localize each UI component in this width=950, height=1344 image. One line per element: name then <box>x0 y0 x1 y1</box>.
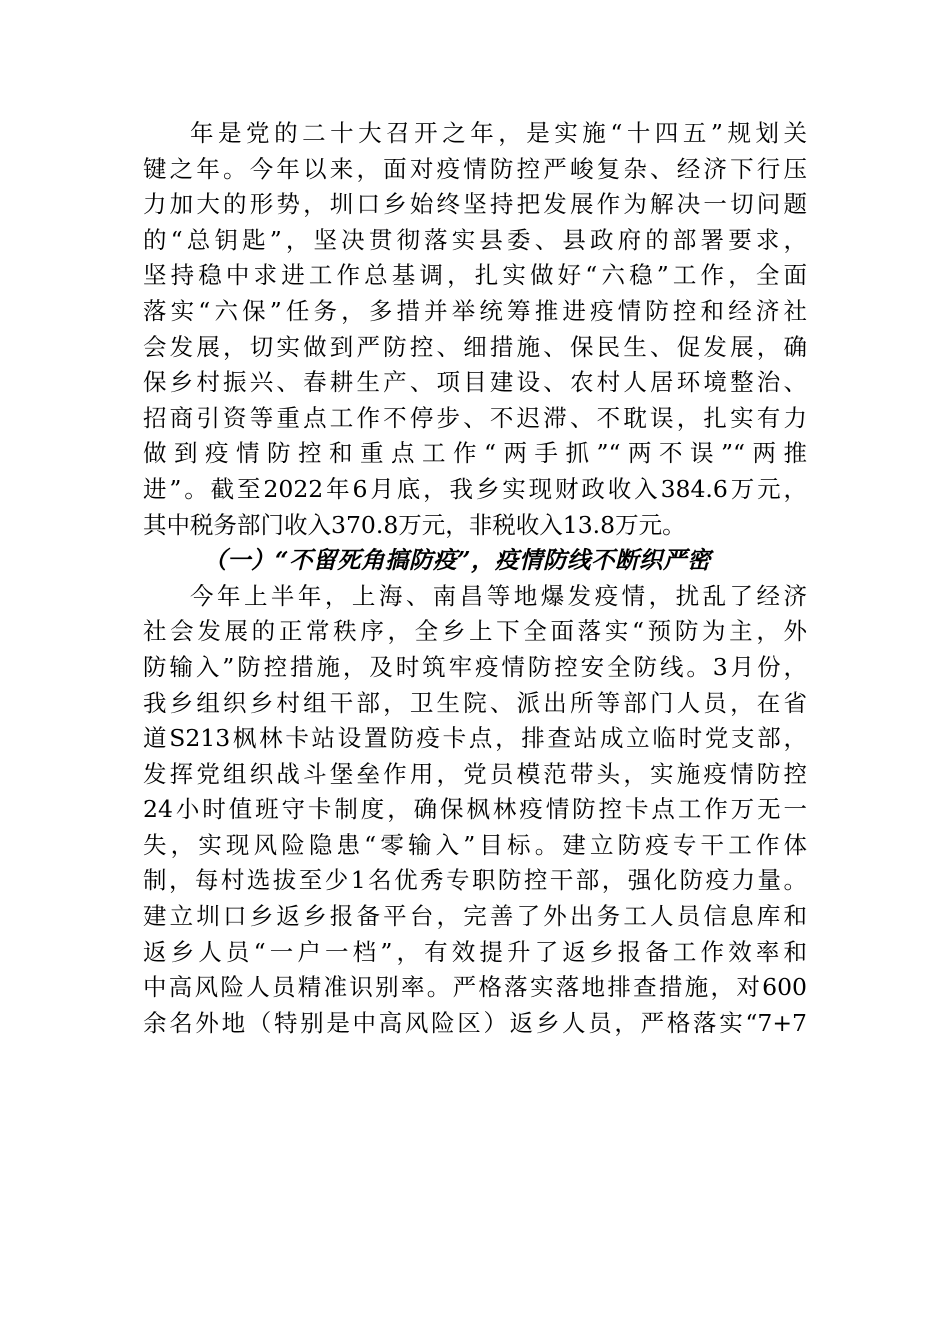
paragraph-line: 制，每村选拔至少1名优秀专职防控干部，强化防疫力量。 <box>143 866 807 895</box>
paragraph-line: 保乡村振兴、春耕生产、项目建设、农村人居环境整治、 <box>143 368 807 397</box>
paragraph-line: 进”。截至2022年6月底，我乡实现财政收入384.6万元， <box>143 474 807 503</box>
paragraph-line: 失，实现风险隐患“零输入”目标。建立防疫专干工作体 <box>143 830 807 859</box>
paragraph-line: 键之年。今年以来，面对疫情防控严峻复杂、经济下行压 <box>143 154 807 183</box>
document-body <box>143 116 807 1041</box>
paragraph-line: 发挥党组织战斗堡垒作用，党员模范带头，实施疫情防控 <box>143 759 807 788</box>
paragraph-line: 建立圳口乡返乡报备平台，完善了外出务工人员信息库和 <box>143 902 807 931</box>
paragraph-line: 道S213枫林卡站设置防疫卡点，排查站成立临时党支部， <box>143 724 807 753</box>
paragraph-1 <box>143 116 807 543</box>
paragraph-line: 会发展，切实做到严防控、细措施、保民生、促发展，确 <box>143 332 807 361</box>
paragraph-line: 返乡人员“一户一档”，有效提升了返乡报备工作效率和 <box>143 937 807 966</box>
paragraph-line: 做到疫情防控和重点工作“两手抓”“两不误”“两推 <box>143 439 807 468</box>
paragraph-line: 今年上半年，上海、南昌等地爆发疫情，扰乱了经济 <box>190 581 807 610</box>
paragraph-line: 余名外地（特别是中高风险区）返乡人员，严格落实“7+7 <box>143 1008 807 1037</box>
paragraph-line: 我乡组织乡村组干部，卫生院、派出所等部门人员，在省 <box>143 688 807 717</box>
paragraph-line: 24小时值班守卡制度，确保枫林疫情防控卡点工作万无一 <box>143 795 807 824</box>
paragraph-2 <box>143 579 807 1042</box>
paragraph-line: 其中税务部门收入370.8万元，非税收入13.8万元。 <box>143 510 686 539</box>
paragraph-line: 力加大的形势，圳口乡始终坚持把发展作为解决一切问题 <box>143 190 807 219</box>
paragraph-line: 防输入”防控措施，及时筑牢疫情防控安全防线。3月份， <box>143 652 807 681</box>
paragraph-line: 中高风险人员精准识别率。严格落实落地排查措施，对600 <box>143 973 807 1002</box>
paragraph-line: 坚持稳中求进工作总基调，扎实做好“六稳”工作，全面 <box>143 261 807 290</box>
paragraph-line: 落实“六保”任务，多措并举统筹推进疫情防控和经济社 <box>143 296 807 325</box>
paragraph-line: 年是党的二十大召开之年，是实施“十四五”规划关 <box>190 119 807 147</box>
section-heading: （一）“不留死角搞防疫”，疫情防线不断织严密 <box>203 546 712 575</box>
paragraph-line: 社会发展的正常秩序，全乡上下全面落实“预防为主，外 <box>143 617 807 646</box>
paragraph-line: 招商引资等重点工作不停步、不迟滞、不耽误，扎实有力 <box>143 403 807 432</box>
paragraph-line: 的“总钥匙”，坚决贯彻落实县委、县政府的部署要求， <box>143 225 807 254</box>
